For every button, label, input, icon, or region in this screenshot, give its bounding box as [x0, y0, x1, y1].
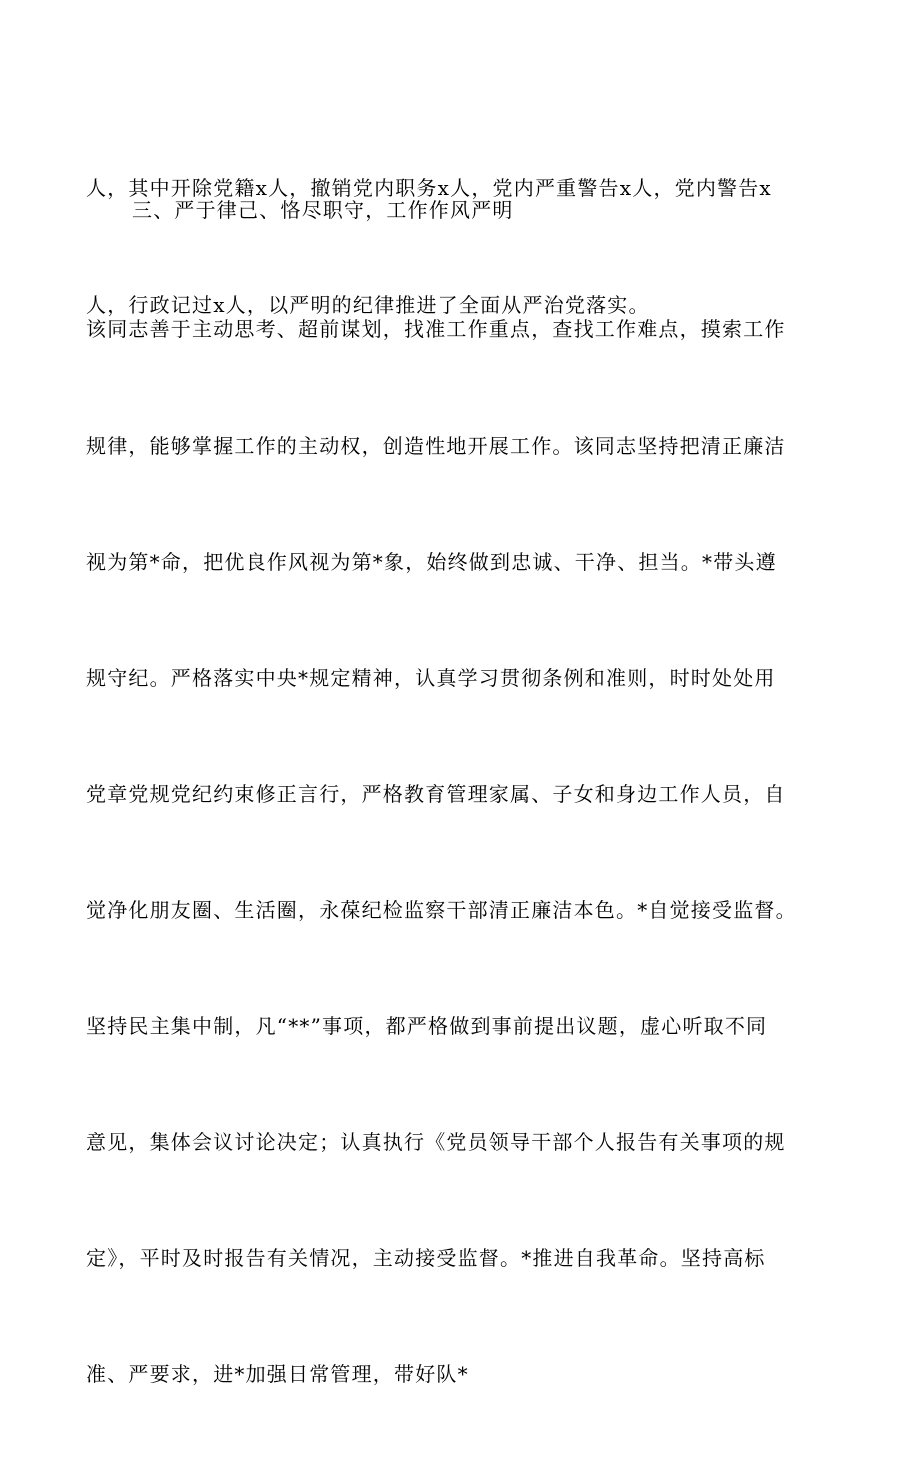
section-heading: 三、严于律己、恪尽职守，工作作风严明: [132, 198, 514, 222]
text-line: 准、严要求，进*加强日常管理，带好队*: [86, 1362, 469, 1387]
text-line: 人，行政记过x人，以严明的纪律推进了全面从严治党落实。: [86, 292, 650, 317]
text-line: 党章党规党纪约束修正言行，严格教育管理家属、子女和身边工作人员，自: [86, 781, 786, 806]
paragraph-work-style: [86, 233, 846, 1472]
text-line: 规守纪。严格落实中央*规定精神，认真学习贯彻条例和准则，时时处处用: [86, 665, 776, 690]
text-line: 该同志善于主动思考、超前谋划，找准工作重点，查找工作难点，摸索工作: [86, 317, 786, 342]
text-line: 坚持民主集中制，凡“**”事项，都严格做到事前提出议题，虚心听取不同: [86, 1014, 768, 1039]
text-line: 视为第*命，把优良作风视为第*象，始终做到忠诚、干净、担当。*带头遵: [86, 549, 777, 574]
text-line: 意见，集体会议讨论决定；认真执行《党员领导干部个人报告有关事项的规: [86, 1130, 786, 1155]
text-line: 定》，平时及时报告有关情况，主动接受监督。*推进自我革命。坚持高标: [86, 1246, 766, 1271]
text-line: 觉净化朋友圈、生活圈，永葆纪检监察干部清正廉洁本色。*自觉接受监督。: [86, 897, 797, 922]
text-line: 规律，能够掌握工作的主动权，创造性地开展工作。该同志坚持把清正廉洁: [86, 433, 786, 458]
text-line: 人，其中开除党籍x人，撤销党内职务x人，党内严重警告x人，党内警告x: [86, 176, 772, 201]
